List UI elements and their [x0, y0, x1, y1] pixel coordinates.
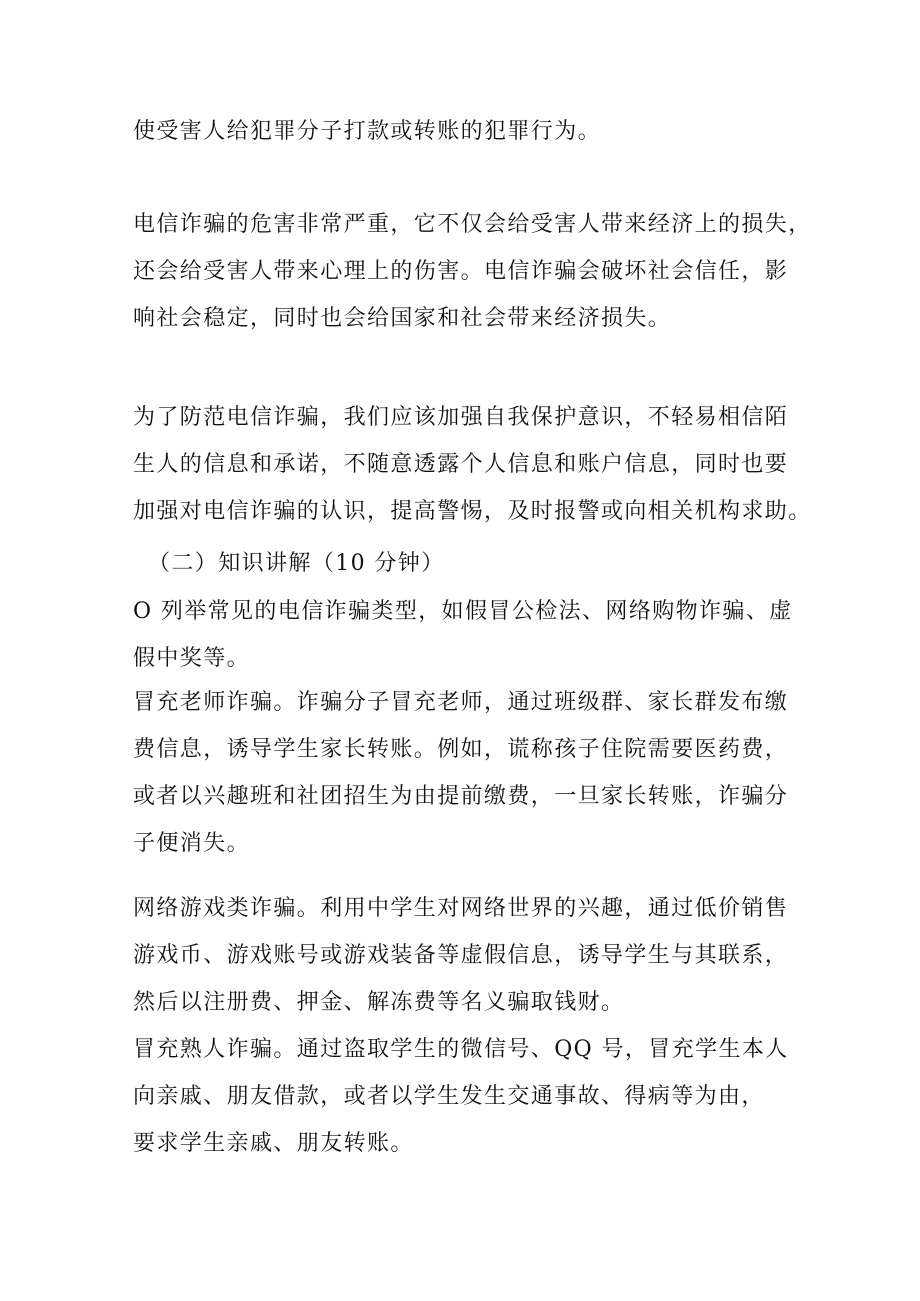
paragraph-7: [133, 1026, 793, 1167]
section-heading-text: （二）知识讲解（10 分钟）: [148, 551, 445, 576]
paragraph-line: 网络游戏类诈骗。利用中学生对网络世界的兴趣，通过低价销售: [133, 896, 789, 921]
paragraph-line: 为了防范电信诈骗，我们应该加强自我保护意识，不轻易相信陌: [133, 405, 789, 430]
paragraph-line: 费信息，诱导学生家长转账。例如，谎称孩子住院需要医药费，: [133, 737, 789, 762]
paragraph-line: 加强对电信诈骗的认识，提高警惕，及时报警或向相关机构求助。: [133, 499, 812, 524]
paragraph-line: 然后以注册费、押金、解冻费等名义骗取钱财。: [133, 990, 625, 1015]
paragraph-line: 冒充老师诈骗。诈骗分子冒充老师，通过班级群、家长群发布缴: [133, 690, 789, 715]
paragraph-2: [133, 201, 812, 342]
paragraph-4: [133, 588, 793, 682]
paragraph-line: 向亲戚、朋友借款，或者以学生发生交通事故、得病等为由，: [133, 1084, 765, 1109]
paragraph-3: [133, 394, 812, 535]
paragraph-line: 游戏币、游戏账号或游戏装备等虚假信息，诱导学生与其联系，: [133, 943, 789, 968]
paragraph-line: 生人的信息和承诺，不随意透露个人信息和账户信息，同时也要: [133, 452, 789, 477]
paragraph-line: 响社会稳定，同时也会给国家和社会带来经济损失。: [133, 306, 672, 331]
paragraph-line: O 列举常见的电信诈骗类型，如假冒公检法、网络购物诈骗、虚: [133, 599, 793, 624]
paragraph-1: [133, 108, 793, 155]
paragraph-line: 假中奖等。: [133, 646, 251, 671]
paragraph-line: 电信诈骗的危害非常严重，它不仅会给受害人带来经济上的损失，: [133, 212, 812, 237]
paragraph-5: [133, 679, 793, 867]
paragraph-line: 要求学生亲戚、朋友转账。: [133, 1131, 414, 1156]
paragraph-6: [133, 885, 793, 1026]
paragraph-line: 子便消失。: [133, 831, 251, 856]
paragraph-line: 还会给受害人带来心理上的伤害。电信诈骗会破坏社会信任，影: [133, 259, 789, 284]
section-heading: [148, 540, 808, 587]
paragraph-line: 或者以兴趣班和社团招生为由提前缴费，一旦家长转账，诈骗分: [133, 784, 789, 809]
paragraph-line: 冒充熟人诈骗。通过盗取学生的微信号、QQ 号，冒充学生本人: [133, 1037, 789, 1062]
paragraph-line: 使受害人给犯罪分子打款或转账的犯罪行为。: [133, 119, 602, 144]
